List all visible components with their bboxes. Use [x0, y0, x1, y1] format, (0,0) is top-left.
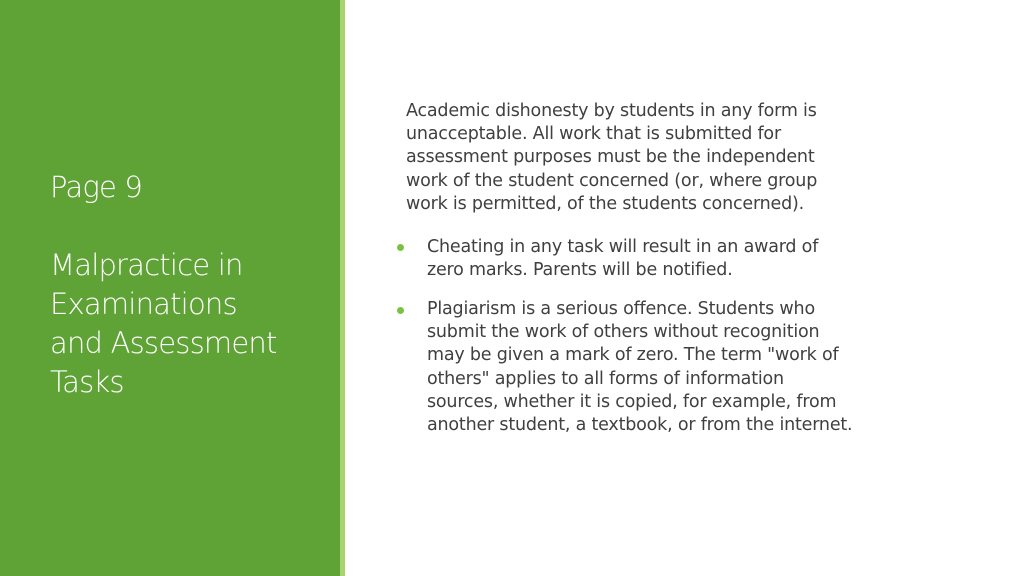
page-label: Page 9	[50, 170, 143, 204]
heading-line: Examinations	[50, 287, 237, 321]
bullet-line: Plagiarism is a serious offence. Students who	[427, 299, 815, 319]
slide-title	[50, 168, 320, 402]
bullet-line: Cheating in any task will result in an award of	[427, 237, 819, 257]
content-panel	[345, 0, 1024, 576]
bullet-line: others" applies to all forms of information	[427, 368, 784, 389]
intro-line: assessment purposes must be the independent	[406, 147, 815, 168]
title-spacer	[50, 207, 320, 246]
intro-line: work of the student concerned (or, where group	[406, 170, 818, 191]
bullet-item-cheating	[427, 236, 997, 282]
heading-line: Tasks	[50, 365, 124, 399]
bullet-line: zero marks. Parents will be notified.	[427, 260, 733, 281]
intro-line: unacceptable. All work that is submitted for	[406, 124, 781, 145]
bullet-line: sources, whether it is copied, for example, from	[427, 391, 837, 412]
heading-line: and Assessment	[50, 326, 277, 360]
intro-line: work is permitted, of the students concerned).	[406, 193, 804, 214]
bullet-item-plagiarism	[427, 298, 997, 437]
bullet-line: may be given a mark of zero. The term "work of	[427, 345, 839, 366]
intro-paragraph	[406, 100, 966, 216]
bullet-dot-icon	[397, 244, 404, 251]
bullet-dot-icon	[397, 307, 404, 314]
bullet-line: submit the work of others without recognition	[427, 322, 820, 343]
bullet-line: another student, a textbook, or from the internet.	[427, 415, 853, 436]
heading-line: Malpractice in	[50, 248, 243, 282]
intro-line: Academic dishonesty by students in any form is	[406, 101, 817, 121]
